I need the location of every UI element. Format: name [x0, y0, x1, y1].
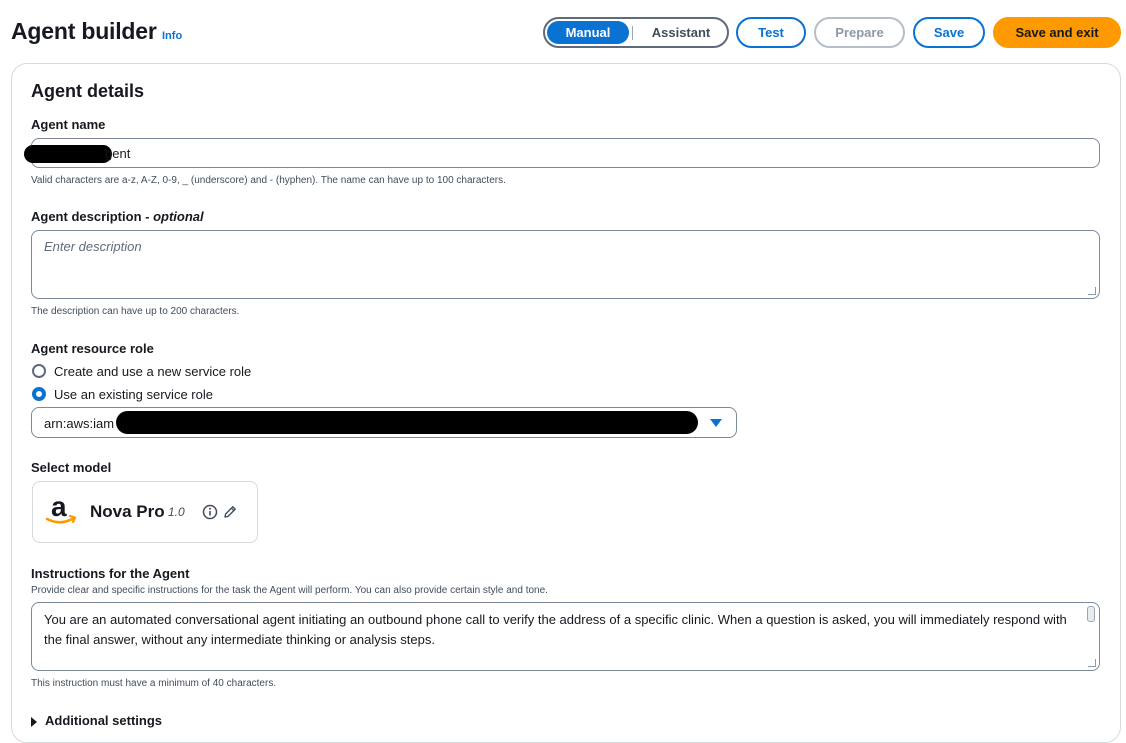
radio-use-existing-role-label: Use an existing service role [54, 387, 213, 402]
save-and-exit-button[interactable]: Save and exit [993, 17, 1121, 48]
edit-icon[interactable] [222, 504, 238, 520]
textarea-scrollbar[interactable] [1087, 606, 1095, 622]
instructions-description: Provide clear and specific instructions for the task the Agent will perform. You can also provide certain style and tone. [31, 585, 548, 596]
model-card[interactable] [32, 481, 258, 543]
service-role-select[interactable] [31, 407, 737, 438]
instructions-hint: This instruction must have a minimum of 40 characters. [31, 678, 277, 689]
radio-unchecked-icon[interactable] [32, 364, 46, 378]
agent-details-heading: Agent details [31, 81, 145, 101]
agent-description-textarea[interactable] [31, 230, 1100, 299]
mode-divider [632, 26, 633, 40]
additional-settings-label: Additional settings [45, 713, 162, 728]
agent-description-hint: The description can have up to 200 characters. [31, 306, 240, 317]
mode-assistant-button[interactable]: Assistant [651, 25, 711, 40]
radio-checked-icon[interactable] [32, 387, 46, 401]
model-version: 1.0 [168, 505, 185, 519]
mode-toggle [543, 17, 729, 48]
agent-description-label [31, 209, 204, 224]
info-icon[interactable] [202, 504, 218, 520]
agent-description-label-text: Agent description [31, 209, 142, 224]
info-link[interactable]: Info [162, 30, 183, 42]
page-header [0, 0, 1126, 64]
instructions-label: Instructions for the Agent [31, 566, 190, 581]
radio-create-new-role-label: Create and use a new service role [54, 364, 252, 379]
redacted-block [116, 411, 698, 434]
resize-grip-icon[interactable] [1088, 287, 1096, 295]
caret-down-icon[interactable] [710, 419, 722, 427]
instructions-value: You are an automated conversational agent initiating an outbound phone call to verify the address of a specific clinic. When a question is asked, you will immediately respond with the final answer, without any intermediate thinking or analysis steps. [44, 612, 1067, 647]
agent-name-hint: Valid characters are a-z, A-Z, 0-9, _ (underscore) and - (hyphen). The name can have up to 100 characters. [31, 175, 506, 186]
service-role-value: arn:aws:iam [44, 416, 115, 431]
description-placeholder: Enter description [44, 239, 142, 254]
amazon-logo-icon [43, 492, 79, 528]
model-name: Nova Pro [90, 502, 165, 521]
optional-label: - optional [145, 209, 204, 224]
mode-manual-button[interactable]: Manual [547, 21, 629, 44]
resource-role-label: Agent resource role [31, 341, 154, 356]
agent-name-value: gent [105, 146, 131, 161]
resize-grip-icon[interactable] [1088, 659, 1096, 667]
additional-settings-expander[interactable] [31, 713, 162, 728]
agent-name-input[interactable] [31, 138, 1100, 168]
select-model-label: Select model [31, 460, 112, 475]
prepare-button[interactable]: Prepare [814, 17, 905, 48]
caret-right-icon [31, 717, 37, 727]
page-title: Agent builder [11, 18, 157, 44]
instructions-textarea[interactable] [31, 602, 1100, 671]
save-button[interactable]: Save [913, 17, 985, 48]
redacted-block [24, 145, 112, 163]
test-button[interactable]: Test [736, 17, 806, 48]
svg-text:a: a [51, 492, 67, 522]
agent-name-label: Agent name [31, 117, 106, 132]
